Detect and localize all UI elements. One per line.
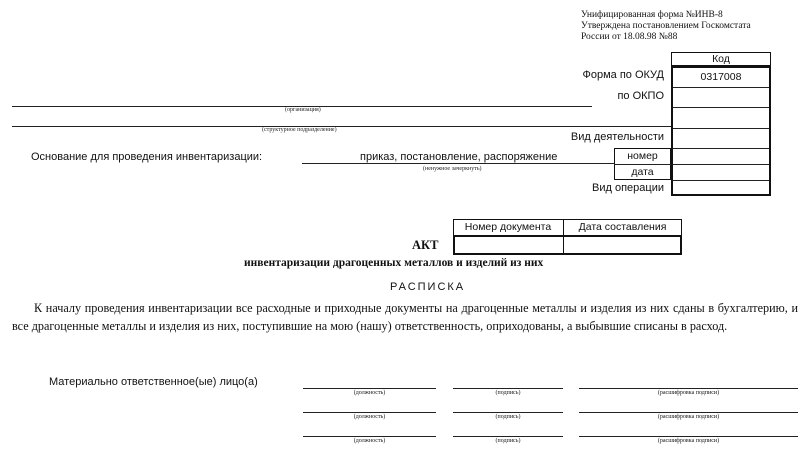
- okud-label: Форма по ОКУД: [582, 69, 664, 81]
- decoding-caption-3: (расшифровка подписи): [657, 438, 720, 444]
- signature-caption-3: (подпись): [495, 438, 521, 444]
- department-line: [12, 126, 671, 127]
- basis-value: приказ, постановление, распоряжение: [360, 151, 558, 163]
- basis-line: [302, 163, 614, 164]
- position-line-3: [303, 436, 436, 437]
- position-line-2: [303, 412, 436, 413]
- okpo-label: по ОКПО: [617, 90, 664, 102]
- form-header: [581, 10, 751, 43]
- act-title: АКТ: [412, 238, 439, 252]
- organization-caption: (организация): [285, 107, 321, 113]
- signature-line-3: [453, 436, 563, 437]
- signature-caption-1: (подпись): [495, 390, 521, 396]
- decoding-caption-2: (расшифровка подписи): [657, 414, 720, 420]
- position-caption-1: (должность): [353, 390, 386, 396]
- basis-label: Основание для проведения инвентаризации:: [31, 151, 263, 163]
- form-header-line1: Унифицированная форма №ИНВ-8: [581, 10, 723, 20]
- operation-label: Вид операции: [592, 182, 664, 194]
- signature-line-1: [453, 388, 563, 389]
- decoding-line-1: [579, 388, 798, 389]
- position-caption-3: (должность): [353, 438, 386, 444]
- date-label: дата: [631, 166, 654, 178]
- department-caption: (структурное подразделение): [262, 127, 337, 133]
- number-label: номер: [627, 150, 658, 162]
- okud-value: 0317008: [700, 71, 742, 83]
- doc-table-value-row: [453, 235, 682, 255]
- decoding-line-3: [579, 436, 798, 437]
- receipt-text: К началу проведения инвентаризации все расходные и приходные документы на драгоценные металлы и изделия из них сданы в бухгалтерию, и все драгоценные металлы и изделия из них, поступившие на мою (нашу) ответственность, оприходованы, а выбывшие списаны в расход.: [12, 301, 798, 333]
- position-caption-2: (должность): [353, 414, 386, 420]
- signature-label: Материально ответственное(ые) лицо(а): [49, 376, 258, 388]
- act-subtitle: инвентаризации драгоценных металлов и изделий из них: [244, 257, 544, 269]
- code-header: Код: [671, 52, 771, 66]
- decoding-line-2: [579, 412, 798, 413]
- form-header-line3: России от 18.08.98 №88: [581, 32, 678, 42]
- activity-label: Вид деятельности: [570, 131, 664, 143]
- doc-number-header: Номер документа: [464, 221, 552, 233]
- signature-line-2: [453, 412, 563, 413]
- doc-date-header: Дата составления: [578, 221, 667, 233]
- signature-caption-2: (подпись): [495, 414, 521, 420]
- position-line-1: [303, 388, 436, 389]
- decoding-caption-1: (расшифровка подписи): [657, 390, 720, 396]
- receipt-title: РАСПИСКА: [390, 281, 466, 293]
- basis-caption: (ненужное зачеркнуть): [423, 166, 482, 172]
- form-header-line2: Утверждена постановлением Госкомстата: [581, 21, 751, 31]
